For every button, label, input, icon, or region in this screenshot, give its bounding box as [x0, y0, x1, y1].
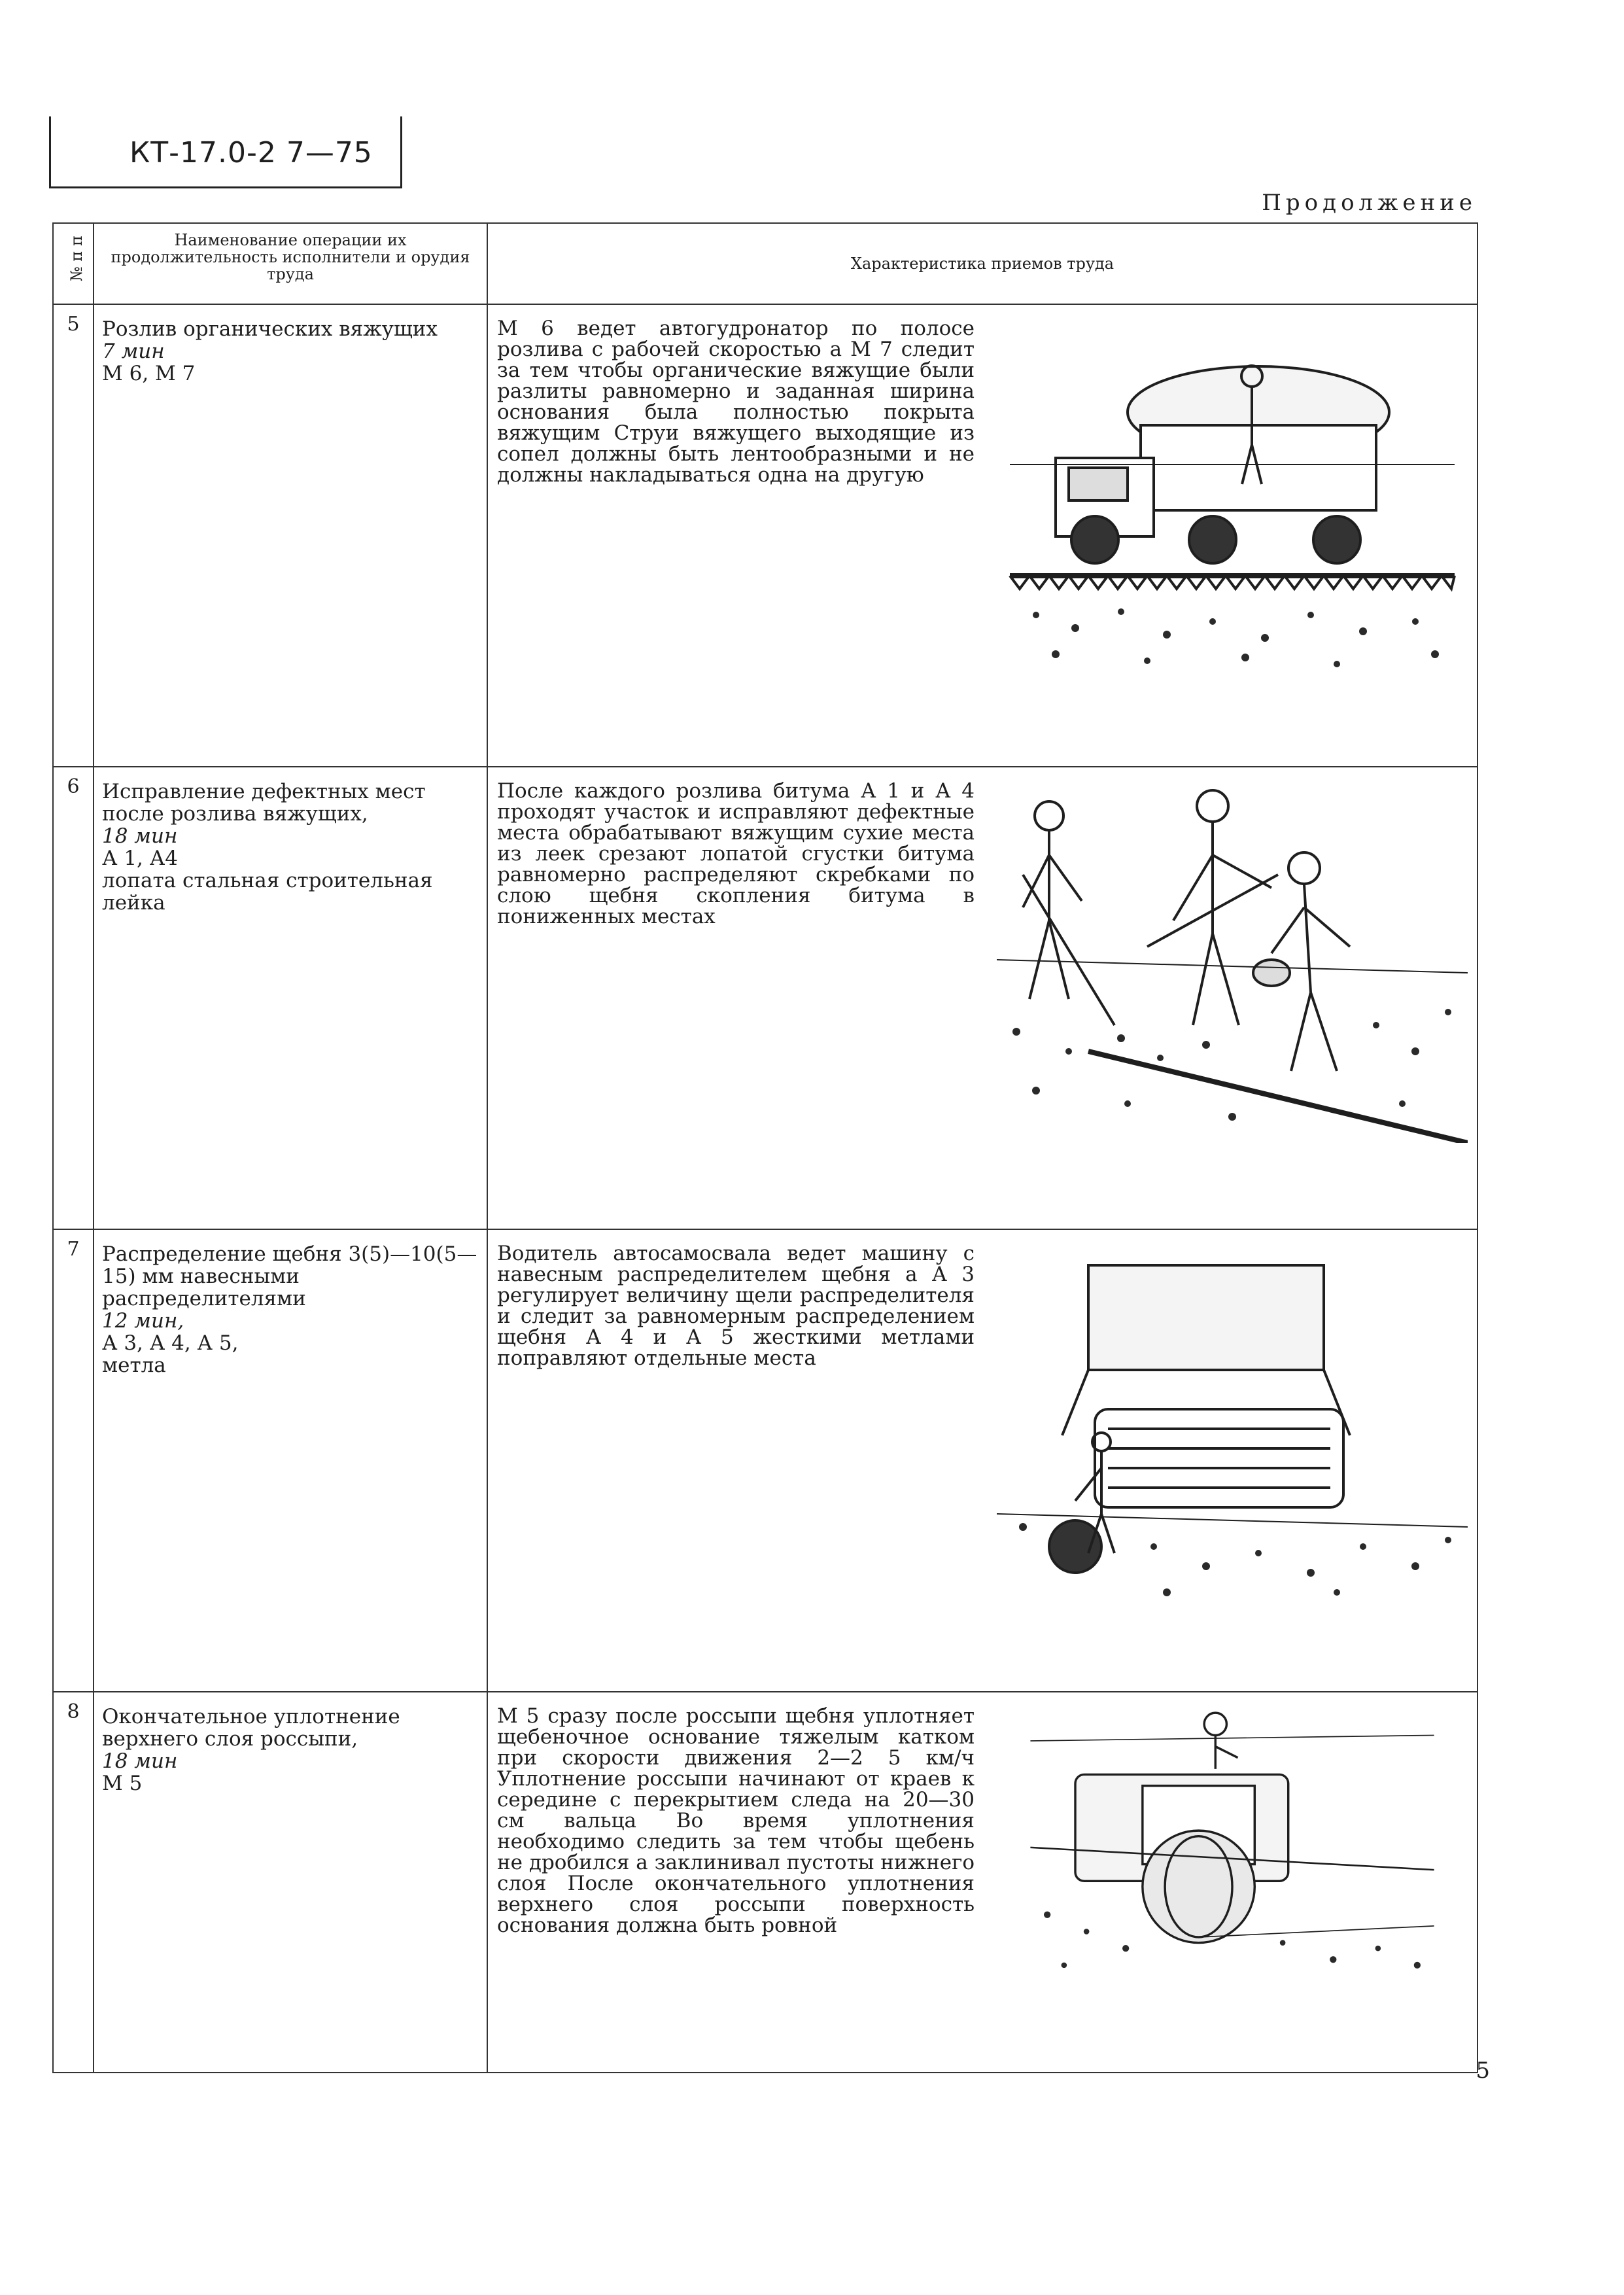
- table-row: [53, 304, 1477, 767]
- column-header-description: Характеристика приемов труда: [487, 223, 1477, 304]
- operation-name: Исправление дефектных мест после розлива вяжущих, 18 мин А 1, А4 лопата стальная строительная лейка: [94, 767, 487, 1229]
- table-row: [53, 767, 1477, 1229]
- document-code: КТ-17.0-2 7—75: [130, 136, 373, 169]
- dump-truck-spreader-illustration: [997, 1239, 1468, 1605]
- operation-description: После каждого розлива битума А 1 и А 4 проходят участок и исправляют дефектные места обрабатывают вяжущим сухие места из леек срезают лопатой сгустки битума равномерно распределяют скребками по слою щебня скопления битума в пониженных местах: [497, 779, 975, 928]
- row-number: 5: [53, 304, 94, 767]
- operation-description-cell: [487, 1692, 1477, 2073]
- operation-name: Распределение щебня 3(5)—10(5—15) мм навесными распределителями 12 мин, А 3, А 4, А 5, метла: [94, 1229, 487, 1692]
- road-roller-illustration: [997, 1702, 1468, 2016]
- operation-description-cell: [487, 1229, 1477, 1692]
- operation-description-cell: [487, 767, 1477, 1229]
- operation-description: М 6 ведет автогудронатор по полосе розлива с рабочей скоростью а М 7 следит за тем чтобы органические вяжущие были разлиты равномерно и заданная ширина основания была полностью покрыта вяжущим Струи вяжущего выходящие из сопел должны быть лентообразными и не должны накладываться одна на другую: [497, 317, 975, 487]
- column-header-name: Наименование операции их продолжительность исполнители и орудия труда: [94, 223, 487, 304]
- column-header-number: № п п: [53, 223, 94, 304]
- row-number: 8: [53, 1692, 94, 2073]
- operation-description: М 5 сразу после россыпи щебня уплотняет щебеночное основание тяжелым катком при скорости движения 2—2 5 км/ч Уплотнение россыпи начинают от краев к середине с перекрытием следа на 20—30 см вальца Во время уплотнения необходимо следить за тем чтобы щебень не дробился а заклинивал пустоты нижнего слоя После окончательного уплотнения верхнего слоя россыпи поверхность основания должна быть ровной: [497, 1704, 975, 1937]
- operations-table: [52, 222, 1478, 2073]
- workers-with-shovels-illustration: [997, 777, 1468, 1143]
- operation-description-cell: [487, 304, 1477, 767]
- page-number: 5: [1476, 2058, 1490, 2084]
- operation-name: Окончательное уплотнение верхнего слоя россыпи, 18 мин М 5: [94, 1692, 487, 2073]
- row-number: 7: [53, 1229, 94, 1692]
- operation-name: Розлив органических вяжущих 7 мин М 6, М 7: [94, 304, 487, 767]
- document-code-box: [49, 116, 402, 188]
- table-row: [53, 1229, 1477, 1692]
- asphalt-distributor-truck-illustration: [997, 314, 1468, 680]
- table-row: [53, 1692, 1477, 2073]
- continuation-label: Продолжение: [1262, 190, 1477, 216]
- operation-description: Водитель автосамосвала ведет машину с навесным распределителем щебня а А 3 регулирует величину щели распределителя и следит за равномерным распределением щебня А 4 и А 5 жесткими метлами поправляют отдельные места: [497, 1242, 975, 1370]
- row-number: 6: [53, 767, 94, 1229]
- table-header-row: [53, 223, 1477, 304]
